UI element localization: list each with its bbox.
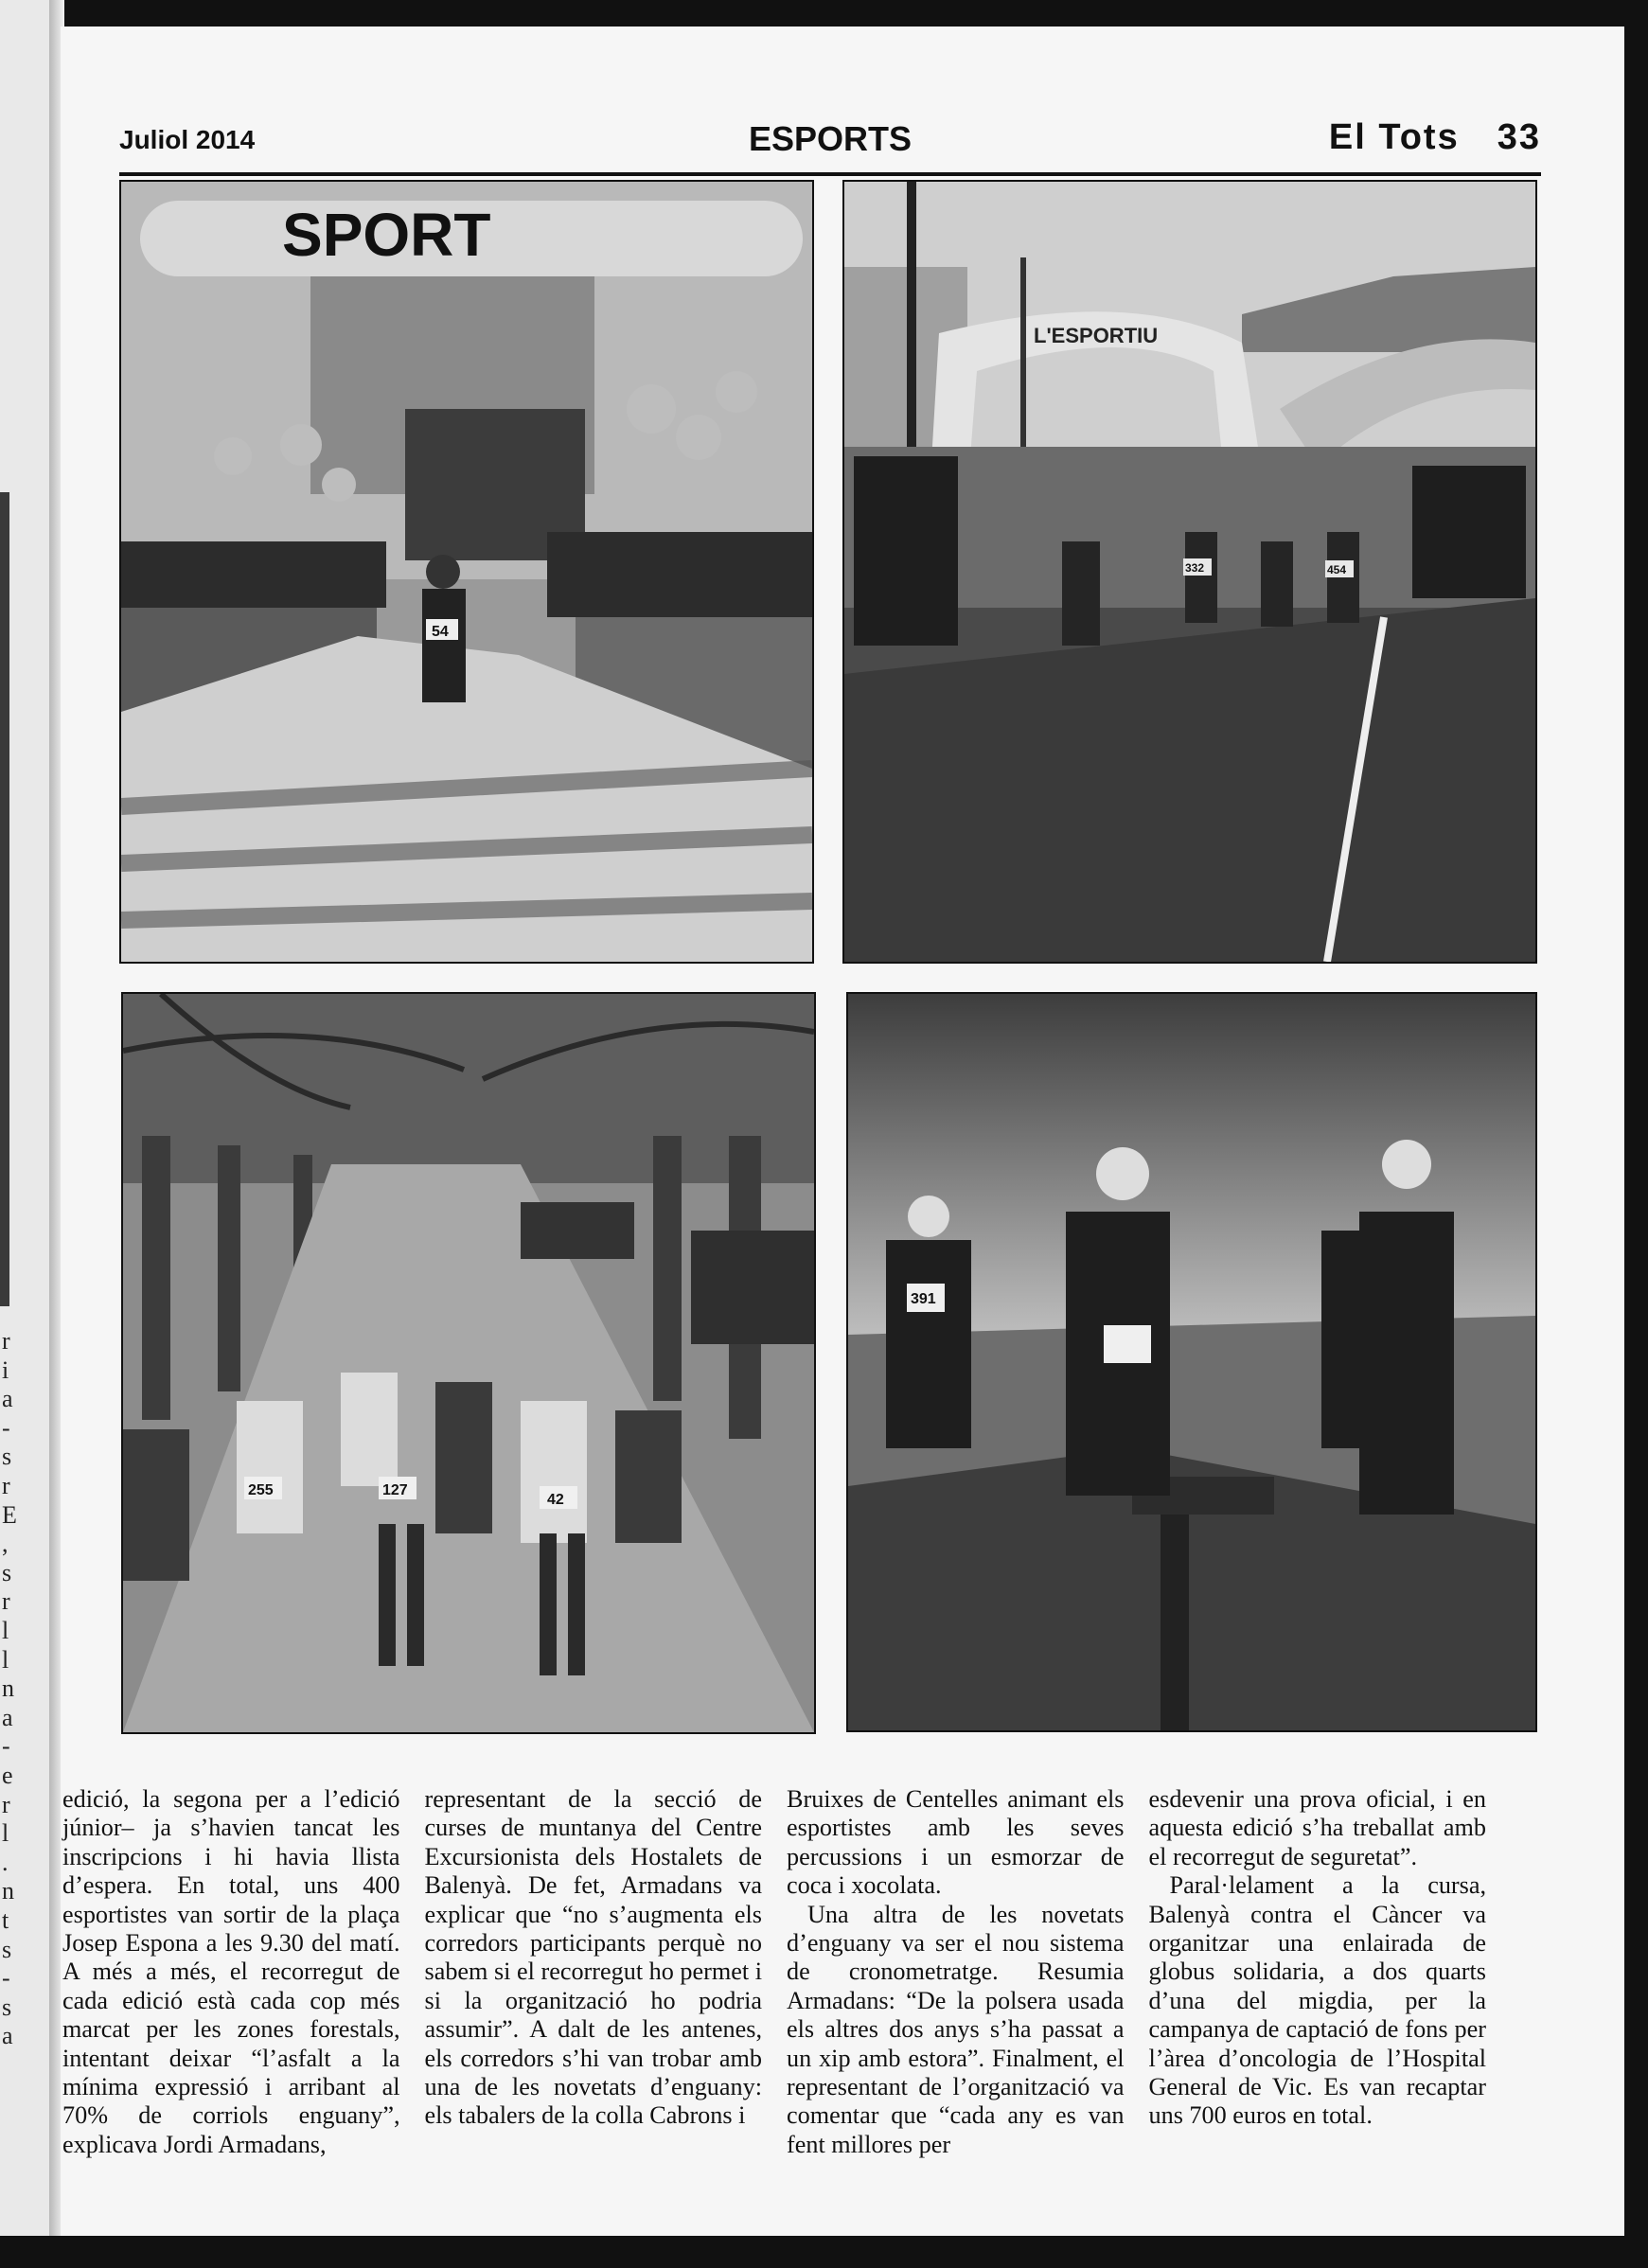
previous-page-letter: r <box>2 1790 10 1818</box>
photo-kids-race <box>842 180 1537 964</box>
previous-page-letter: - <box>2 1964 10 1993</box>
article-column-3 <box>787 1785 1125 2202</box>
kid-bib-454: 454 <box>1327 563 1347 576</box>
previous-page-letter: i <box>2 1355 9 1384</box>
previous-page-letter: l <box>2 1617 9 1644</box>
scan-bottom-edge <box>0 2236 1648 2268</box>
banner-sport-text: SPORT <box>282 201 491 269</box>
previous-page-letter: l <box>2 1819 9 1848</box>
publication-name <box>1329 117 1541 158</box>
previous-page-letter: r <box>2 1472 10 1499</box>
section-title: ESPORTS <box>748 119 913 158</box>
arch-esportiu-text: L'ESPORTIU <box>1034 324 1159 347</box>
article-paragraph: Una altra de les novetats d’enguany va ser el nou sistema de cronometratge. Resumia Armadans: “De la polsera usada els altres dos anys s’ha passat a un xip amb estora”. Finalment, el representant de l’organització va comentar que “cada any es van fent millores per <box>787 1900 1125 2158</box>
previous-page-letter: s <box>2 1443 12 1471</box>
previous-page-edge <box>0 0 57 2268</box>
page-header <box>119 97 1541 176</box>
article-body <box>62 1785 1486 2202</box>
publication-title: El Tots <box>1328 117 1460 157</box>
runner-bib-391: 391 <box>911 1291 936 1307</box>
previous-page-letter: a <box>2 2022 13 2050</box>
previous-page-letter: n <box>2 1877 14 1905</box>
previous-page-letter: - <box>2 1732 10 1761</box>
previous-page-letter: r <box>2 1587 10 1616</box>
article-paragraph: Paral·lelament a la cursa, Balenyà contra el Càncer va organitzar una enlairada de globus solidaria, a dos quarts d’una del migdia, per la campanya de captació de fons per l’àrea d’oncologia de l’Hospital General de Vic. Es van recaptar uns 700 euros en total. <box>1148 1871 1486 2130</box>
article-column-2 <box>425 1785 763 2202</box>
previous-page-letter: a <box>2 1703 13 1731</box>
previous-page-letter: , <box>2 1530 9 1558</box>
magazine-page <box>61 27 1624 2236</box>
issue-date: Juliol 2014 <box>119 125 256 154</box>
previous-page-letter: t <box>2 1906 9 1934</box>
photo-forest-road-runners <box>121 992 816 1734</box>
article-paragraph: representant de la secció de curses de muntanya del Centre Excursionista dels Hostalets de Balenyà. De fet, Armadans va explicar que “no s’augmenta els corredors participants perquè no sabem si el recorregut ho permet i si la organització ho podria assumir”. A dalt de les antenes, els corredors s’hi van trobar amb una de les novetats d’enguany: els tabalers de la colla Cabrons i <box>424 1785 762 2130</box>
photo-finish-line <box>119 180 814 964</box>
article-paragraph: esdevenir una prova oficial, i en aquesta edició s’ha treballat amb el recorregut de seguretat”. <box>1148 1785 1486 1870</box>
previous-page-photo-edge <box>0 492 9 1306</box>
previous-page-letter: s <box>2 1993 12 2021</box>
page-number: 33 <box>1497 117 1541 157</box>
article-paragraph: Bruixes de Centelles animant els esportistes amb les seves percussions i un esmorzar de coca i xocolata. <box>787 1785 1125 1900</box>
previous-page-letter: . <box>2 1848 9 1876</box>
previous-page-letter: s <box>2 1935 12 1963</box>
photo-mountain-trail <box>846 992 1537 1732</box>
previous-page-letter: a <box>2 1385 13 1413</box>
runner-bib-127: 127 <box>382 1482 408 1498</box>
article-paragraph: edició, la segona per a l’edició júnior– ja s’havien tancat les inscripcions i hi havia llista d’espera. En total, uns 400 esportistes van sortir de la plaça Josep Espona a les 9.30 del matí. A més a més, el recorregut de cada edició està cada cop més marcat per les zones forestals, intentant deixar “l’asfalt a la mínima expressió i arribant al 70% de corriols enguany”, explicava Jordi Armadans, <box>62 1785 400 2158</box>
previous-page-letter: - <box>2 1413 10 1442</box>
runner-bib-255: 255 <box>248 1482 274 1498</box>
previous-page-letter: n <box>2 1674 14 1703</box>
runner-bib-number: 54 <box>432 624 449 640</box>
runner-bib-42: 42 <box>547 1492 564 1508</box>
previous-page-letter: E <box>2 1500 17 1529</box>
previous-page-letter: s <box>2 1558 12 1586</box>
previous-page-letter: e <box>2 1762 13 1789</box>
article-column-4 <box>1149 1785 1487 2202</box>
article-column-1 <box>62 1785 400 2202</box>
previous-page-letter: l <box>2 1645 9 1674</box>
kid-bib-332: 332 <box>1185 561 1205 575</box>
previous-page-letter: r <box>2 1327 10 1355</box>
